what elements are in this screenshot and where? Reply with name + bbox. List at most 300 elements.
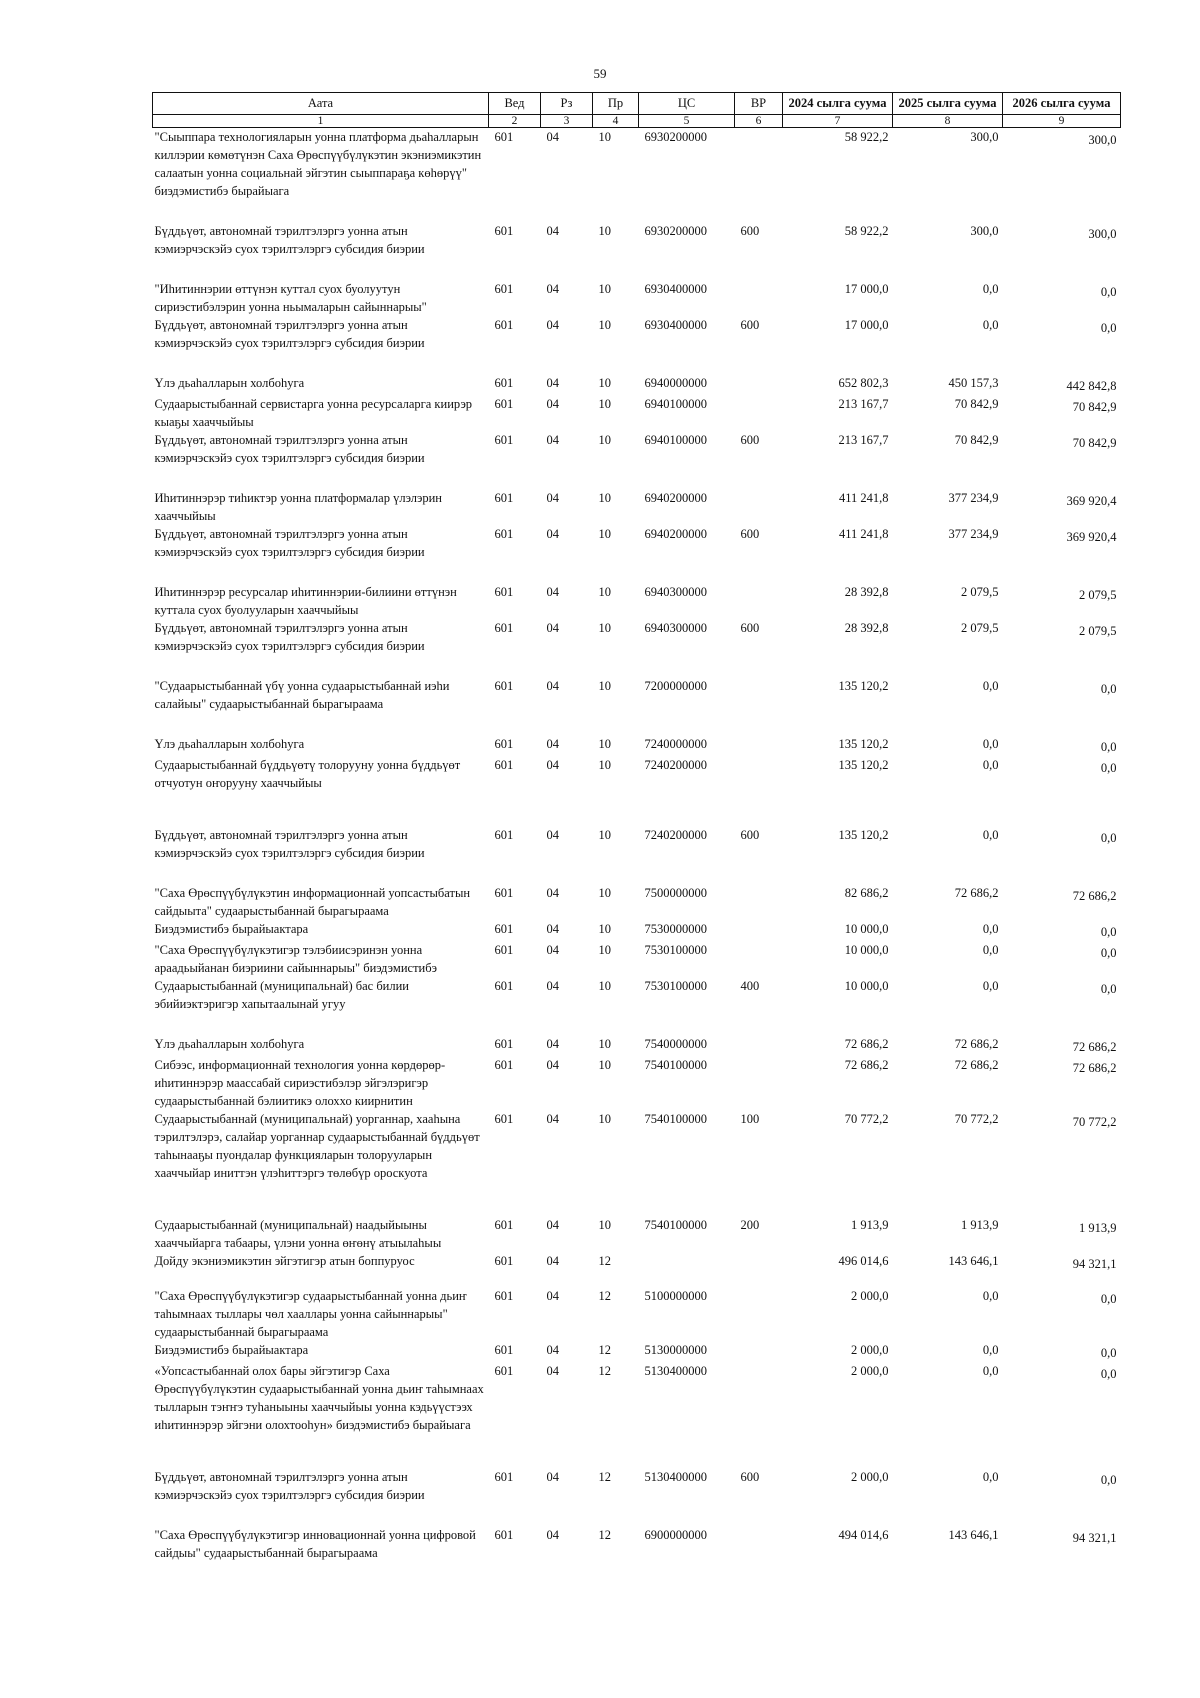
table-row [153, 525, 1121, 583]
col-name-number: 1 [153, 115, 489, 128]
row-2025-amount: 0,0 [982, 1343, 999, 1357]
row-2026-amount: 0,0 [1100, 946, 1117, 960]
row-2026-amount: 0,0 [1100, 925, 1117, 939]
row-2024-amount: 213 167,7 [838, 397, 889, 411]
row-rz: 04 [546, 130, 559, 144]
row-vr [735, 280, 783, 316]
row-vr [735, 735, 783, 756]
table-row [153, 1287, 1121, 1341]
row-2025-amount: 0,0 [982, 737, 999, 751]
row-2026-amount: 369 920,4 [1066, 494, 1117, 508]
row-ved: 601 [494, 758, 514, 772]
row-pr: 10 [598, 585, 611, 599]
table-row [153, 920, 1121, 941]
row-pr: 12 [598, 1470, 611, 1484]
row-cs: 7240200000 [644, 758, 707, 772]
row-rz: 04 [546, 828, 559, 842]
row-2026-amount: 1 913,9 [1079, 1221, 1117, 1235]
row-name: "Саха Өрөспүүбүлүкэтигэр судаарыстыбаннай уонна дьиҥ таhымнаах тыллары чөл хааллары уонна сайыннарыы" судаарыстыбаннай бырагыраама [154, 1289, 467, 1339]
row-ved: 601 [494, 943, 514, 957]
table-row [153, 735, 1121, 756]
row-2025-amount: 0,0 [982, 1364, 999, 1378]
row-pr: 10 [598, 943, 611, 957]
row-ved: 601 [494, 1254, 514, 1268]
row-2025-amount: 143 646,1 [948, 1254, 999, 1268]
row-2024-amount: 17 000,0 [844, 318, 889, 332]
row-2026-amount: 2 079,5 [1079, 624, 1117, 638]
col-ved-header: Вед [489, 93, 541, 115]
row-2025-amount: 72 686,2 [954, 886, 999, 900]
row-ved: 601 [494, 886, 514, 900]
row-vr: 600 [740, 433, 760, 447]
row-2025-amount: 0,0 [982, 679, 999, 693]
table-row [153, 1526, 1121, 1562]
row-ved: 601 [494, 621, 514, 635]
row-2024-amount: 28 392,8 [844, 621, 889, 635]
table-row [153, 316, 1121, 374]
row-vr [735, 1362, 783, 1468]
table-row [153, 583, 1121, 619]
budget-table [152, 92, 1121, 1562]
row-2025-amount: 300,0 [970, 130, 999, 144]
row-rz: 04 [546, 1289, 559, 1303]
row-2026-amount: 70 772,2 [1072, 1115, 1117, 1129]
row-2024-amount: 28 392,8 [844, 585, 889, 599]
row-2025-amount: 72 686,2 [954, 1058, 999, 1072]
row-rz: 04 [546, 527, 559, 541]
row-2025-amount: 143 646,1 [948, 1528, 999, 1542]
row-rz: 04 [546, 1528, 559, 1542]
row-pr: 10 [598, 1037, 611, 1051]
row-ved: 601 [494, 828, 514, 842]
row-2026-amount: 2 079,5 [1079, 588, 1117, 602]
col-pr-number: 4 [593, 115, 639, 128]
row-pr: 10 [598, 1058, 611, 1072]
row-2026-amount: 72 686,2 [1072, 1061, 1117, 1075]
row-pr: 10 [598, 1218, 611, 1232]
row-2025-amount: 70 842,9 [954, 397, 999, 411]
row-cs: 6940300000 [644, 621, 707, 635]
row-2026-amount: 0,0 [1100, 1292, 1117, 1306]
row-2025-amount: 2 079,5 [961, 621, 999, 635]
row-rz: 04 [546, 943, 559, 957]
row-cs: 7540100000 [644, 1218, 707, 1232]
table-row [153, 1362, 1121, 1468]
row-rz: 04 [546, 1112, 559, 1126]
row-vr: 600 [740, 224, 760, 238]
header-number-row [153, 115, 1121, 128]
row-name: Сибээс, информационнай технология уонна көрдөрөр-иhитиннэрэр маассабай сириэстибэлэр эйгэлэригэр судаарыстыбаннай бэлиитикэ олоххо киирнитин [154, 1058, 446, 1108]
row-2025-amount: 450 157,3 [948, 376, 999, 390]
row-vr [735, 1526, 783, 1562]
row-2025-amount: 0,0 [982, 282, 999, 296]
row-pr: 10 [598, 282, 611, 296]
row-ved: 601 [494, 1289, 514, 1303]
row-pr: 10 [598, 130, 611, 144]
row-cs: 7530000000 [644, 922, 707, 936]
row-rz: 04 [546, 318, 559, 332]
row-2025-amount: 0,0 [982, 758, 999, 772]
row-ved: 601 [494, 433, 514, 447]
table-row [153, 1110, 1121, 1216]
row-2025-amount: 300,0 [970, 224, 999, 238]
row-name: Судаарыстыбаннай бүддьүөтү толорууну уонна бүддьүөт отчуотун оҥорууну хааччыйыы [154, 758, 461, 790]
row-rz: 04 [546, 376, 559, 390]
row-vr [735, 884, 783, 920]
row-2024-amount: 1 913,9 [851, 1218, 889, 1232]
row-2026-amount: 0,0 [1100, 761, 1117, 775]
row-rz: 04 [546, 886, 559, 900]
row-2025-amount: 72 686,2 [954, 1037, 999, 1051]
row-rz: 04 [546, 491, 559, 505]
row-vr [735, 756, 783, 826]
row-vr: 100 [740, 1112, 760, 1126]
row-cs: 7540100000 [644, 1112, 707, 1126]
row-rz: 04 [546, 979, 559, 993]
table-row [153, 280, 1121, 316]
row-2024-amount: 72 686,2 [844, 1037, 889, 1051]
row-ved: 601 [494, 224, 514, 238]
row-2025-amount: 0,0 [982, 922, 999, 936]
table-row [153, 941, 1121, 977]
row-pr: 12 [598, 1254, 611, 1268]
row-name: Үлэ дьаhалларын холбоhуга [154, 1037, 305, 1051]
row-name: «Уопсастыбаннай олох бары эйгэтигэр Саха Өрөспүүбүлүкэтин судаарыстыбаннай уонна дьиҥ таhымнаах тылларын тэҥҥэ туhаныыны хааччыйыы уонна кэдьүүстээх иhитиннэрэр эйгэни олохтооhун» биэдэмистибэ бырайыага [154, 1364, 484, 1432]
row-vr [735, 1252, 783, 1287]
row-2024-amount: 411 241,8 [838, 491, 889, 505]
row-cs: 6940100000 [644, 397, 707, 411]
row-pr: 12 [598, 1364, 611, 1378]
row-pr: 10 [598, 433, 611, 447]
row-vr [735, 374, 783, 395]
row-vr [735, 941, 783, 977]
row-cs: 7540100000 [644, 1058, 707, 1072]
row-2026-amount: 0,0 [1100, 1473, 1117, 1487]
row-cs: 5130000000 [644, 1343, 707, 1357]
row-pr: 10 [598, 979, 611, 993]
row-name: Бүддьүөт, автономнай тэрилтэлэргэ уонна атын кэмиэрчэскэйэ суох тэрилтэлэргэ субсидия биэрии [154, 527, 425, 559]
row-vr: 600 [740, 1470, 760, 1484]
row-ved: 601 [494, 318, 514, 332]
table-row [153, 1056, 1121, 1110]
row-ved: 601 [494, 679, 514, 693]
row-pr: 10 [598, 224, 611, 238]
row-name: Судаарыстыбаннай (муниципальнай) бас билии эбийиэктэригэр хапытаалынай угуу [154, 979, 409, 1011]
row-vr: 200 [740, 1218, 760, 1232]
row-name: Бүддьүөт, автономнай тэрилтэлэргэ уонна атын кэмиэрчэскэйэ суох тэрилтэлэргэ субсидия биэрии [154, 224, 425, 256]
col-2025-header: 2025 сылга суума [893, 93, 1003, 115]
row-ved: 601 [494, 282, 514, 296]
row-rz: 04 [546, 397, 559, 411]
row-cs: 6930400000 [644, 282, 707, 296]
row-2026-amount: 0,0 [1100, 982, 1117, 996]
row-2024-amount: 10 000,0 [844, 922, 889, 936]
row-name: "Иhитиннэрии өттүнэн куттал суох буолуутун сириэстибэлэрин уонна ньымаларын сайыннарыы" [154, 282, 427, 314]
col-2026-number: 9 [1003, 115, 1121, 128]
row-2026-amount: 0,0 [1100, 1367, 1117, 1381]
row-vr: 400 [740, 979, 760, 993]
row-2024-amount: 135 120,2 [838, 679, 889, 693]
row-cs: 5130400000 [644, 1470, 707, 1484]
row-name: Биэдэмистибэ бырайыактара [154, 922, 309, 936]
row-name: Бүддьүөт, автономнай тэрилтэлэргэ уонна атын кэмиэрчэскэйэ суох тэрилтэлэргэ субсидия биэрии [154, 1470, 425, 1502]
col-name-header: Аата [153, 93, 489, 115]
row-ved: 601 [494, 1364, 514, 1378]
row-2025-amount: 0,0 [982, 1289, 999, 1303]
row-2024-amount: 135 120,2 [838, 737, 889, 751]
row-2026-amount: 0,0 [1100, 740, 1117, 754]
row-2024-amount: 2 000,0 [851, 1289, 889, 1303]
row-2025-amount: 70 772,2 [954, 1112, 999, 1126]
row-name: Дойду экэниэмикэтин эйгэтигэр атын боппуруос [154, 1254, 415, 1268]
row-pr: 10 [598, 376, 611, 390]
row-rz: 04 [546, 1470, 559, 1484]
row-ved: 601 [494, 979, 514, 993]
row-2024-amount: 135 120,2 [838, 828, 889, 842]
row-vr: 600 [740, 527, 760, 541]
row-name: Бүддьүөт, автономнай тэрилтэлэргэ уонна атын кэмиэрчэскэйэ суох тэрилтэлэргэ субсидия биэрии [154, 318, 425, 350]
row-ved: 601 [494, 1112, 514, 1126]
row-2025-amount: 0,0 [982, 318, 999, 332]
row-cs: 7530100000 [644, 979, 707, 993]
table-row [153, 619, 1121, 677]
row-2026-amount: 0,0 [1100, 831, 1117, 845]
row-vr: 600 [740, 318, 760, 332]
table-row [153, 884, 1121, 920]
row-2026-amount: 72 686,2 [1072, 1040, 1117, 1054]
col-2026-header: 2026 сылга суума [1003, 93, 1121, 115]
row-vr [735, 1056, 783, 1110]
row-ved: 601 [494, 527, 514, 541]
row-rz: 04 [546, 737, 559, 751]
row-name: Үлэ дьаhалларын холбоhуга [154, 737, 305, 751]
row-ved: 601 [494, 1218, 514, 1232]
row-2024-amount: 58 922,2 [844, 224, 889, 238]
row-2024-amount: 10 000,0 [844, 943, 889, 957]
col-2024-number: 7 [783, 115, 893, 128]
row-ved: 601 [494, 1058, 514, 1072]
row-2025-amount: 70 842,9 [954, 433, 999, 447]
row-rz: 04 [546, 621, 559, 635]
row-2026-amount: 300,0 [1088, 133, 1117, 147]
row-ved: 601 [494, 491, 514, 505]
row-2025-amount: 0,0 [982, 943, 999, 957]
row-2024-amount: 70 772,2 [844, 1112, 889, 1126]
row-ved: 601 [494, 1037, 514, 1051]
row-2025-amount: 377 234,9 [948, 527, 999, 541]
row-2026-amount: 300,0 [1088, 227, 1117, 241]
row-2024-amount: 411 241,8 [838, 527, 889, 541]
row-2026-amount: 0,0 [1100, 1346, 1117, 1360]
row-name: "Сыыппара технологияларын уонна платформа дьаhалларын киллэрии көмөтүнэн Саха Өрөспүүбүлүкэтин экэниэмикэтин салаатын уонна социальнай эйгэтин сыыппараҕа көhөрүү" биэдэмистибэ бырайыага [154, 130, 482, 198]
row-name: Бүддьүөт, автономнай тэрилтэлэргэ уонна атын кэмиэрчэскэйэ суох тэрилтэлэргэ субсидия биэрии [154, 621, 425, 653]
row-2026-amount: 0,0 [1100, 285, 1117, 299]
col-rz-header: Рз [541, 93, 593, 115]
row-rz: 04 [546, 1364, 559, 1378]
row-pr: 10 [598, 1112, 611, 1126]
row-pr: 10 [598, 922, 611, 936]
row-pr: 10 [598, 828, 611, 842]
row-cs: 7240000000 [644, 737, 707, 751]
row-ved: 601 [494, 737, 514, 751]
row-2025-amount: 0,0 [982, 1470, 999, 1484]
row-rz: 04 [546, 1218, 559, 1232]
row-vr [735, 395, 783, 431]
row-vr [735, 489, 783, 525]
col-cs-header: ЦС [639, 93, 735, 115]
row-cs: 6940100000 [644, 433, 707, 447]
row-2026-amount: 0,0 [1100, 321, 1117, 335]
row-2026-amount: 442 842,8 [1066, 379, 1117, 393]
row-pr: 10 [598, 621, 611, 635]
row-cs: 7240200000 [644, 828, 707, 842]
row-name: "Саха Өрөспүүбүлүкэтин информационнай уопсастыбатын сайдыыта" судаарыстыбаннай бырагыраама [154, 886, 471, 918]
row-2024-amount: 10 000,0 [844, 979, 889, 993]
row-vr [735, 1287, 783, 1341]
row-rz: 04 [546, 433, 559, 447]
col-2025-number: 8 [893, 115, 1003, 128]
row-vr [735, 583, 783, 619]
row-vr [735, 1341, 783, 1362]
row-2026-amount: 70 842,9 [1072, 400, 1117, 414]
row-cs: 7500000000 [644, 886, 707, 900]
col-cs-number: 5 [639, 115, 735, 128]
row-2026-amount: 94 321,1 [1072, 1257, 1117, 1271]
row-2024-amount: 652 802,3 [838, 376, 889, 390]
row-pr: 10 [598, 527, 611, 541]
row-name: Судаарыстыбаннай (муниципальнай) уорганнар, хааhына тэрилтэлэрэ, салайар уорганнар судаарыстыбаннай бүддьүөт таhынааҕы пуондалар функцияларын толорууларын хааччыйар иниттэн үлэhиттэргэ төлөбүр ороскуота [154, 1112, 480, 1180]
row-2025-amount: 0,0 [982, 979, 999, 993]
row-name: "Саха Өрөспүүбүлүкэтигэр инновационнай уонна цифровой сайдыы" судаарыстыбаннай бырагыраама [154, 1528, 476, 1560]
row-cs: 5100000000 [644, 1289, 707, 1303]
table-row [153, 431, 1121, 489]
table-row [153, 1341, 1121, 1362]
row-2024-amount: 82 686,2 [844, 886, 889, 900]
row-pr: 10 [598, 397, 611, 411]
row-ved: 601 [494, 397, 514, 411]
row-pr: 10 [598, 737, 611, 751]
col-vr-number: 6 [735, 115, 783, 128]
row-rz: 04 [546, 1058, 559, 1072]
row-rz: 04 [546, 1343, 559, 1357]
row-2025-amount: 0,0 [982, 828, 999, 842]
row-pr: 10 [598, 886, 611, 900]
row-2024-amount: 17 000,0 [844, 282, 889, 296]
row-2026-amount: 369 920,4 [1066, 530, 1117, 544]
row-2024-amount: 58 922,2 [844, 130, 889, 144]
row-cs [639, 1252, 735, 1287]
row-cs: 6940200000 [644, 491, 707, 505]
row-ved: 601 [494, 1343, 514, 1357]
row-name: Бүддьүөт, автономнай тэрилтэлэргэ уонна атын кэмиэрчэскэйэ суох тэрилтэлэргэ субсидия биэрии [154, 433, 425, 465]
row-cs: 6940200000 [644, 527, 707, 541]
table-row [153, 826, 1121, 884]
table-row [153, 1035, 1121, 1056]
row-name: Судаарыстыбаннай (муниципальнай) наадыйыыны хааччыйарга табаары, үлэни уонна өҥөнү атыылаhыы [154, 1218, 442, 1250]
col-pr-header: Пр [593, 93, 639, 115]
row-cs: 7530100000 [644, 943, 707, 957]
row-name: "Судаарыстыбаннай үбү уонна судаарыстыбаннай иэhи салайыы" судаарыстыбаннай бырагыраама [154, 679, 450, 711]
row-cs: 6930200000 [644, 130, 707, 144]
row-ved: 601 [494, 922, 514, 936]
header-row [153, 93, 1121, 115]
table-row [153, 1468, 1121, 1526]
row-pr: 10 [598, 491, 611, 505]
col-rz-number: 3 [541, 115, 593, 128]
row-rz: 04 [546, 679, 559, 693]
row-2024-amount: 496 014,6 [838, 1254, 889, 1268]
row-vr: 600 [740, 828, 760, 842]
row-name: Иhитиннэрэр тиhиктэр уонна платформалар үлэлэрин хааччыйыы [154, 491, 442, 523]
table-row [153, 489, 1121, 525]
row-2025-amount: 1 913,9 [961, 1218, 999, 1232]
table-header [153, 93, 1121, 128]
row-ved: 601 [494, 376, 514, 390]
table-row [153, 677, 1121, 735]
row-2024-amount: 213 167,7 [838, 433, 889, 447]
col-ved-number: 2 [489, 115, 541, 128]
row-name: Бүддьүөт, автономнай тэрилтэлэргэ уонна атын кэмиэрчэскэйэ суох тэрилтэлэргэ субсидия биэрии [154, 828, 425, 860]
row-vr: 600 [740, 621, 760, 635]
row-rz: 04 [546, 758, 559, 772]
row-2026-amount: 72 686,2 [1072, 889, 1117, 903]
table-row [153, 395, 1121, 431]
row-2024-amount: 494 014,6 [838, 1528, 889, 1542]
row-rz: 04 [546, 922, 559, 936]
page-number: 59 [593, 66, 607, 81]
row-name: Биэдэмистибэ бырайыактара [154, 1343, 309, 1357]
table-row [153, 222, 1121, 280]
row-pr: 10 [598, 758, 611, 772]
row-cs: 6930200000 [644, 224, 707, 238]
row-vr [735, 677, 783, 735]
row-ved: 601 [494, 130, 514, 144]
row-2024-amount: 135 120,2 [838, 758, 889, 772]
row-rz: 04 [546, 585, 559, 599]
table-body [153, 128, 1121, 1563]
table-row [153, 977, 1121, 1035]
col-vr-header: ВР [735, 93, 783, 115]
table-row [153, 1252, 1121, 1287]
row-2025-amount: 377 234,9 [948, 491, 999, 505]
row-ved: 601 [494, 1470, 514, 1484]
row-vr [735, 128, 783, 223]
row-name: "Саха Өрөспүүбүлүкэтигэр тэлэбиисэринэн уонна араадьыйанан биэриини сайыннарыы" биэдэмистибэ [154, 943, 437, 975]
row-name: Судаарыстыбаннай сервистарга уонна ресурсаларга киирэр кыаҕы хааччыйыы [154, 397, 473, 429]
row-rz: 04 [546, 1254, 559, 1268]
row-2026-amount: 70 842,9 [1072, 436, 1117, 450]
row-pr: 10 [598, 679, 611, 693]
row-2024-amount: 2 000,0 [851, 1343, 889, 1357]
row-ved: 601 [494, 585, 514, 599]
row-cs: 5130400000 [644, 1364, 707, 1378]
row-cs: 6940300000 [644, 585, 707, 599]
row-cs: 7200000000 [644, 679, 707, 693]
row-rz: 04 [546, 1037, 559, 1051]
row-rz: 04 [546, 224, 559, 238]
row-cs: 6930400000 [644, 318, 707, 332]
table-row [153, 128, 1121, 223]
row-2026-amount: 0,0 [1100, 682, 1117, 696]
row-rz: 04 [546, 282, 559, 296]
row-name: Иhитиннэрэр ресурсалар иhитиннэрии-билиини өттүнэн куттала суох буолууларын хааччыйыы [154, 585, 457, 617]
row-vr [735, 1035, 783, 1056]
row-ved: 601 [494, 1528, 514, 1542]
table-row [153, 1216, 1121, 1252]
table-row [153, 374, 1121, 395]
row-pr: 12 [598, 1289, 611, 1303]
row-2024-amount: 2 000,0 [851, 1470, 889, 1484]
